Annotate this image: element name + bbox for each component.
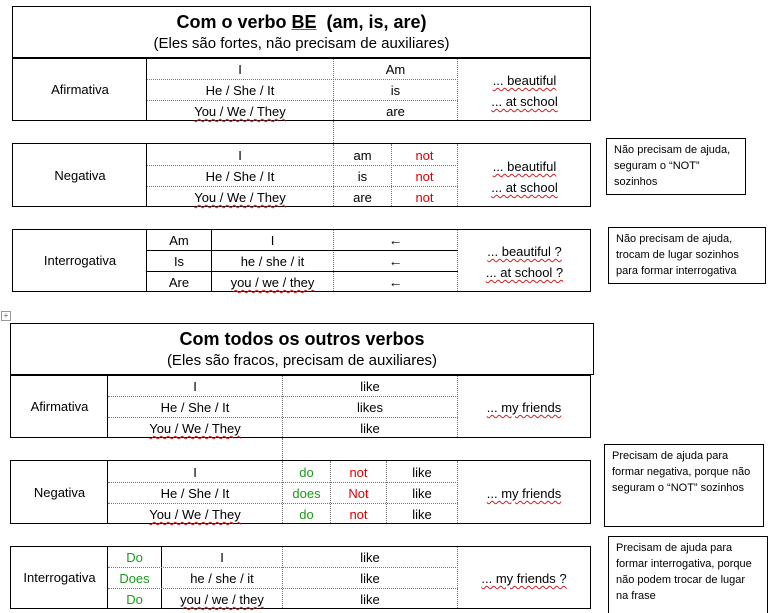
be-title (13, 10, 590, 34)
be-afirmativa-table (12, 58, 591, 121)
be-negativa-table (12, 143, 591, 207)
outros-negativa-not: not (349, 507, 368, 522)
left-arrow-icon: ← (388, 274, 403, 290)
be-negativa-note: Não precisam de ajuda, seguram o “NOT” sozinhos (606, 138, 746, 195)
be-afirmativa-subject: I (238, 62, 242, 77)
be-interrogativa-note: Não precisam de ajuda, trocam de lugar sozinhos para formar interrogativa (608, 227, 766, 284)
outros-interrogativa-subject: you / we / they (180, 592, 264, 607)
be-title-suffix: (am, is, are) (316, 12, 427, 32)
be-title-be: BE (291, 12, 317, 32)
be-afirmativa-verb: is (390, 83, 401, 98)
outros-interrogativa-table (10, 546, 591, 609)
outros-interrogativa-verb: like (360, 550, 380, 565)
outros-afirmativa-complement: ... my friends (486, 400, 562, 415)
outros-negativa-auxiliary: do (299, 465, 314, 480)
outros-afirmativa-verb: like (360, 421, 380, 436)
be-negativa-subject: You / We / They (194, 190, 286, 205)
be-title-prefix: Com o verbo (176, 12, 292, 32)
outros-interrogativa-auxiliary: Does (119, 571, 150, 586)
outros-interrogativa-verb: like (360, 571, 380, 586)
outros-negativa-verb: like (412, 486, 432, 501)
outros-negativa-subject: He / She / It (160, 486, 230, 501)
be-negativa-verb: am (353, 148, 372, 163)
be-interrogativa-subject: I (270, 233, 275, 248)
be-interrogativa-complement: ... beautiful ? (487, 244, 562, 259)
be-negativa-verb: is (357, 169, 368, 184)
table-move-handle-icon[interactable]: + (1, 311, 11, 321)
outros-afirmativa-verb: like (360, 379, 380, 394)
outros-negativa-auxiliary: do (299, 507, 314, 522)
left-arrow-icon: ← (388, 232, 403, 248)
be-interrogativa-verb: Am (169, 233, 189, 248)
be-negativa-not: not (415, 169, 434, 184)
outros-subtitle: (Eles são fracos, precisam de auxiliares) (166, 352, 438, 369)
be-negativa-subject: I (238, 148, 242, 163)
outros-negativa-label: Negativa (33, 485, 86, 500)
outros-interrogativa-label: Interrogativa (23, 570, 96, 585)
be-afirmativa-verb: are (386, 104, 405, 119)
be-negativa-label: Negativa (54, 168, 106, 183)
outros-title-box (10, 323, 594, 375)
outros-interrogativa-complement: ... my friends ? (481, 571, 567, 586)
outros-negativa-note: Precisam de ajuda para formar negativa, porque não seguram o “NOT” sozinhos (604, 444, 764, 527)
outros-negativa-auxiliary: does (292, 486, 321, 501)
be-interrogativa-complement: ... at school ? (485, 265, 564, 280)
be-afirmativa-complement: ... beautiful (492, 73, 557, 88)
outros-negativa-table (10, 460, 591, 524)
outros-interrogativa-subject: he / she / it (190, 571, 254, 586)
outros-interrogativa-subject: I (220, 550, 224, 565)
outros-afirmativa-subject: He / She / It (160, 400, 230, 415)
be-title-box (12, 6, 591, 58)
outros-afirmativa-label: Afirmativa (30, 399, 89, 414)
outros-title: Com todos os outros verbos (179, 329, 425, 349)
outros-negativa-verb: like (412, 507, 432, 522)
outros-interrogativa-verb: like (360, 592, 380, 607)
outros-negativa-not: not (349, 465, 368, 480)
be-afirmativa-verb: Am (385, 62, 406, 77)
be-subtitle: (Eles são fortes, não precisam de auxiliares) (153, 35, 450, 52)
be-negativa-verb: are (353, 190, 372, 205)
outros-negativa-verb: like (412, 465, 432, 480)
be-afirmativa-subject: You / We / They (194, 104, 286, 119)
be-interrogativa-subject: you / we / they (230, 275, 315, 290)
outros-interrogativa-auxiliary: Do (126, 550, 143, 565)
outros-afirmativa-subject: I (193, 379, 197, 394)
outros-afirmativa-subject: You / We / They (149, 421, 241, 436)
outros-negativa-not: Not (348, 486, 369, 501)
be-negativa-complement: ... at school (491, 180, 558, 195)
be-interrogativa-table (12, 229, 591, 292)
be-negativa-not: not (415, 148, 434, 163)
be-negativa-not: not (415, 190, 434, 205)
be-afirmativa-label: Afirmativa (51, 82, 109, 97)
outros-afirmativa-verb: likes (356, 400, 383, 415)
outros-afirmativa-table (10, 375, 591, 438)
left-arrow-icon: ← (388, 253, 403, 269)
be-interrogativa-label: Interrogativa (43, 253, 117, 268)
be-interrogativa-verb: Is (173, 254, 185, 269)
outros-negativa-subject: I (193, 465, 197, 480)
be-interrogativa-verb: Are (168, 275, 190, 290)
outros-interrogativa-note: Precisam de ajuda para formar interrogativa, porque não podem trocar de lugar na frase (608, 536, 768, 613)
be-afirmativa-subject: He / She / It (205, 83, 275, 98)
be-interrogativa-subject: he / she / it (240, 254, 305, 269)
outros-negativa-subject: You / We / They (149, 507, 241, 522)
be-negativa-complement: ... beautiful (492, 159, 557, 174)
be-negativa-subject: He / She / It (205, 169, 275, 184)
outros-negativa-complement: ... my friends (486, 486, 562, 501)
be-afirmativa-complement: ... at school (491, 94, 558, 109)
outros-interrogativa-auxiliary: Do (126, 592, 143, 607)
